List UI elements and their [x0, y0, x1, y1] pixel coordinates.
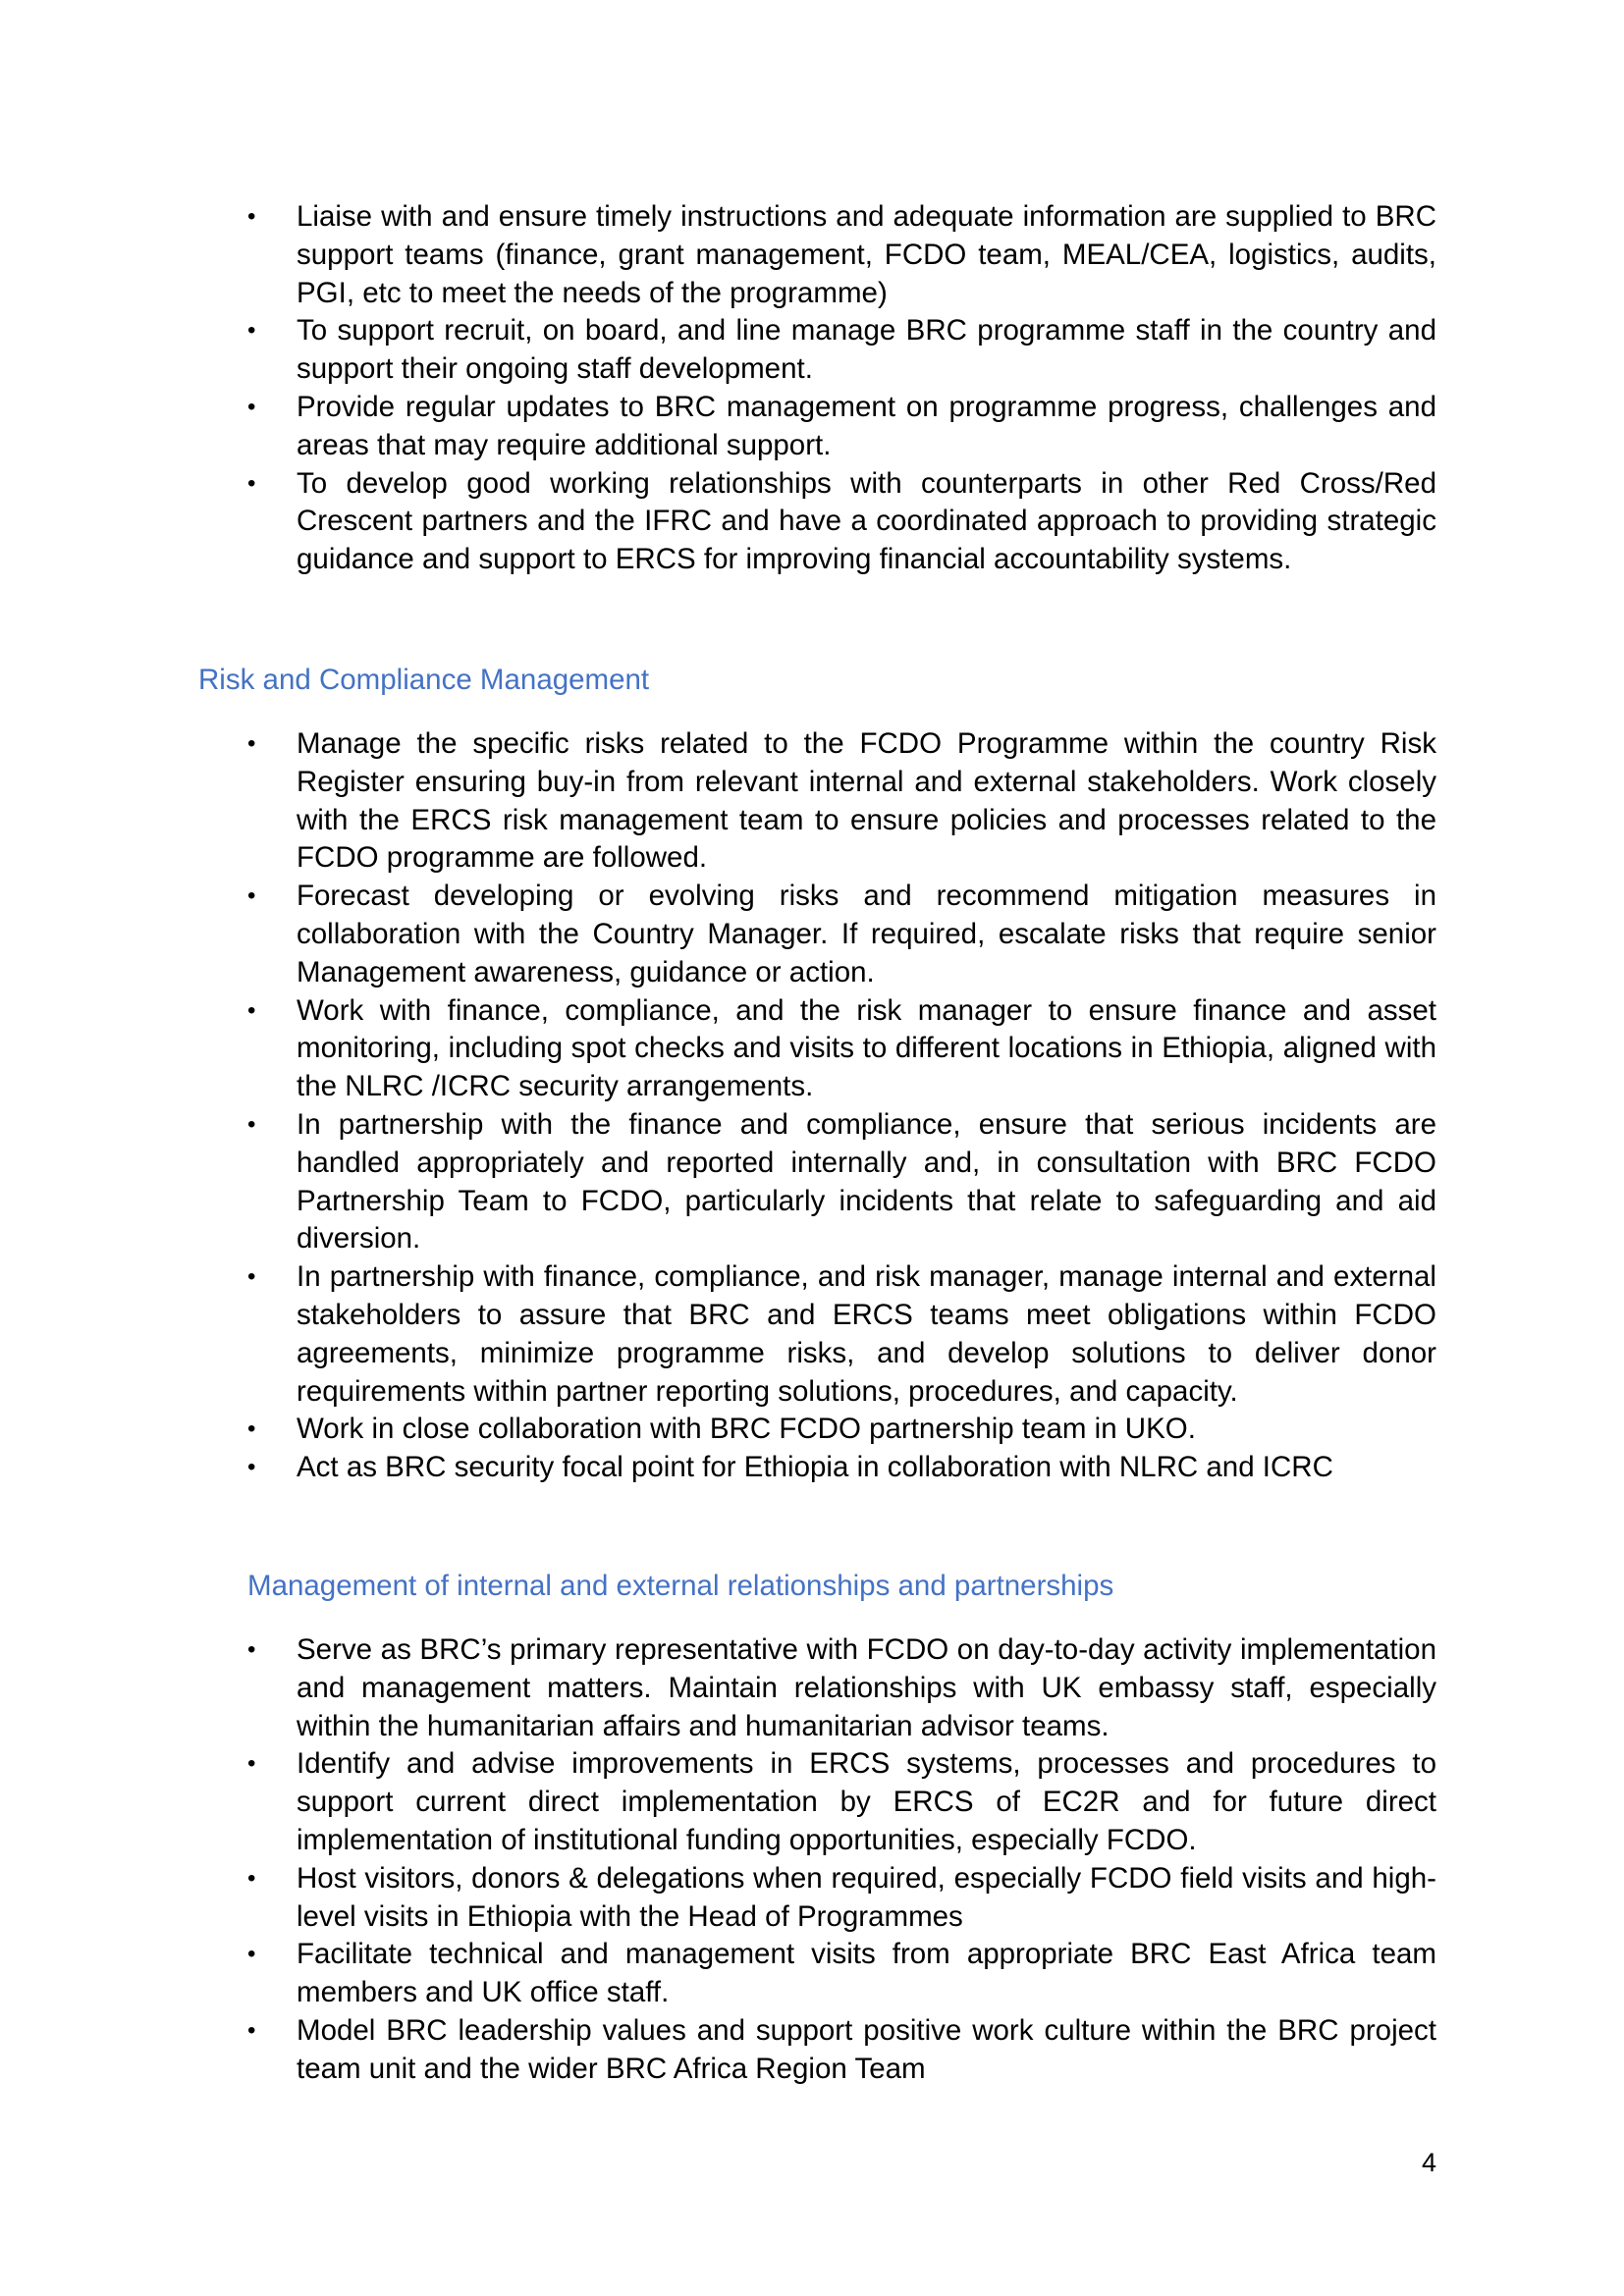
list-item-text: Host visitors, donors & delegations when required, especially FCDO field visits and high-level visits in Ethiopia with the Head of Programmes [297, 1861, 1436, 1933]
list-item [0, 1449, 1624, 1487]
bullet-icon: • [247, 1415, 256, 1443]
list-item [0, 1106, 1624, 1258]
list-item-text: In partnership with finance, compliance, and risk manager, manage internal and external stakeholders to assure that BRC and ERCS teams meet obligations within FCDO agreements, minimize programme risks, and develop solutions to deliver donor requirements within partner reporting solutions, procedures, and capacity. [297, 1260, 1436, 1408]
list-item-text: Facilitate technical and management visits from appropriate BRC East Africa team members and UK office staff. [297, 1938, 1436, 2009]
bullet-icon: • [247, 996, 256, 1024]
list-item [0, 1631, 1624, 1745]
list-item-text: Work with finance, compliance, and the risk manager to ensure finance and asset monitoring, including spot checks and visits to different locations in Ethiopia, aligned with the NLRC /ICRC security arrangements. [297, 993, 1436, 1103]
list-item [0, 878, 1624, 991]
list-item [0, 312, 1624, 389]
bullet-icon: • [247, 882, 256, 910]
list-item [0, 198, 1624, 312]
list-item-text: To support recruit, on board, and line manage BRC programme staff in the country and support their ongoing staff development. [297, 314, 1436, 386]
bullet-icon: • [247, 1941, 256, 1968]
list-item [0, 1936, 1624, 2012]
list-item-text: Work in close collaboration with BRC FCDO partnership team in UKO. [297, 1413, 1196, 1446]
bullet-icon: • [247, 1263, 256, 1291]
list-item-text: Forecast developing or evolving risks and recommend mitigation measures in collaboration with the Country Manager. If required, escalate risks that require senior Management awareness, guidance or action. [297, 880, 1436, 988]
bullet-icon: • [247, 1750, 256, 1778]
list-item [0, 1411, 1624, 1449]
section-heading-risk: Risk and Compliance Management [198, 664, 650, 696]
list-item [0, 992, 1624, 1106]
list-item [0, 1745, 1624, 1859]
bullet-icon: • [247, 1864, 256, 1892]
page-number: 4 [1421, 2148, 1436, 2177]
risk-section [0, 725, 1624, 1487]
bullet-icon: • [247, 1636, 256, 1663]
list-item-text: Act as BRC security focal point for Ethiopia in collaboration with NLRC and ICRC [297, 1451, 1333, 1484]
list-item [0, 725, 1624, 878]
bullet-icon: • [247, 393, 256, 420]
list-item-text: Identify and advise improvements in ERCS systems, processes and procedures to support current direct implementation by ERCS of EC2R and for future direct implementation of institutional funding opportunities, especially FCDO. [297, 1747, 1436, 1856]
bullet-icon: • [247, 203, 256, 230]
list-item [0, 465, 1624, 579]
bullet-icon: • [247, 2016, 256, 2044]
list-item [0, 389, 1624, 465]
bullet-icon: • [247, 469, 256, 497]
intro-bullet-list [0, 198, 1624, 579]
list-item [0, 1860, 1624, 1937]
list-item [0, 2012, 1624, 2089]
list-item-text: Liaise with and ensure timely instructions and adequate information are supplied to BRC support teams (finance, grant management, FCDO team, MEAL/CEA, logistics, audits, PGI, etc to meet the needs of the programme) [297, 200, 1436, 309]
list-item-text: In partnership with the finance and compliance, ensure that serious incidents are handled appropriately and reported internally and, in consultation with BRC FCDO Partnership Team to FCDO, particularly incidents that relate to safeguarding and aid diversion. [297, 1107, 1436, 1255]
bullet-icon: • [247, 317, 256, 345]
list-item-text: Provide regular updates to BRC management on programme progress, challenges and areas that may require additional support. [297, 390, 1436, 461]
bullet-icon: • [247, 730, 256, 757]
relationships-section [0, 1631, 1624, 2089]
intro-section [0, 198, 1624, 579]
list-item-text: To develop good working relationships with counterparts in other Red Cross/Red Crescent partners and the IFRC and have a coordinated approach to providing strategic guidance and support to ERCS for improving financial accountability systems. [297, 466, 1436, 576]
list-item-text: Serve as BRC’s primary representative with FCDO on day-to-day activity implementation and management matters. Maintain relationships with UK embassy staff, especially within the humanitarian affairs and humanitarian advisor teams. [297, 1633, 1436, 1742]
list-item [0, 1258, 1624, 1411]
bullet-icon: • [247, 1454, 256, 1481]
bullet-icon: • [247, 1110, 256, 1138]
relationships-bullet-list [0, 1631, 1624, 2089]
risk-bullet-list [0, 725, 1624, 1487]
section-heading-relationships: Management of internal and external relationships and partnerships [247, 1570, 1114, 1602]
list-item-text: Manage the specific risks related to the FCDO Programme within the country Risk Register ensuring buy-in from relevant internal and external stakeholders. Work closely with the ERCS risk management team to ensure policies and processes related to the FCDO programme are followed. [297, 727, 1436, 875]
list-item-text: Model BRC leadership values and support positive work culture within the BRC project team unit and the wider BRC Africa Region Team [297, 2013, 1436, 2085]
